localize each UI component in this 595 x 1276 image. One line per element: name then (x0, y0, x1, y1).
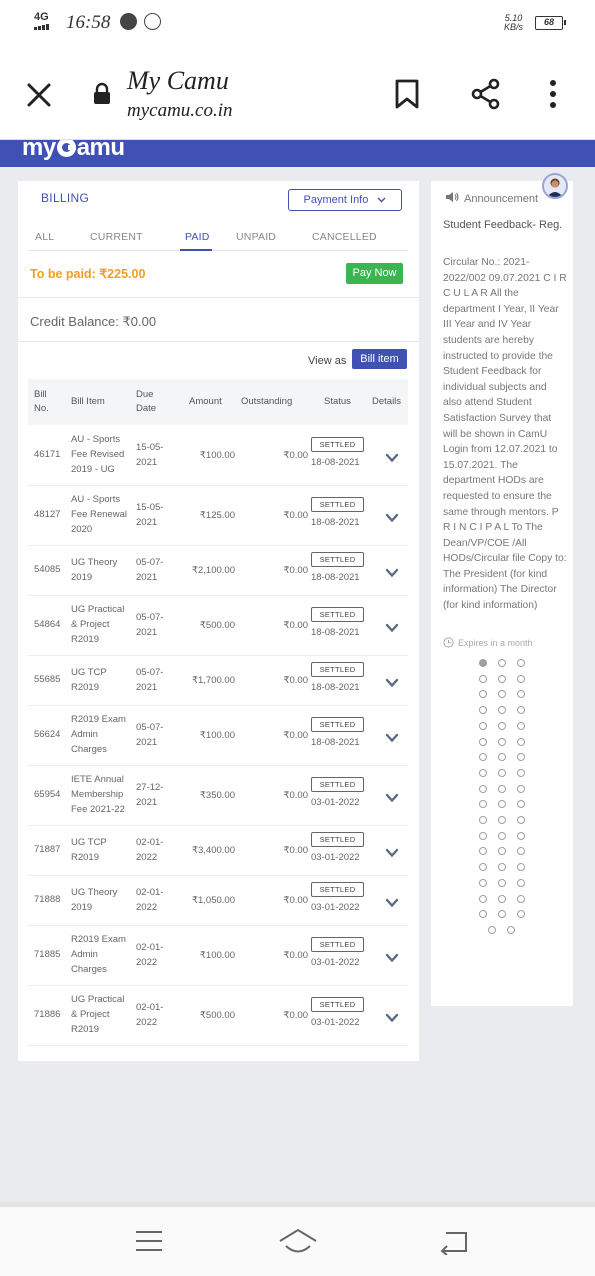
bill-item: UG Theory 2019 (71, 557, 118, 583)
pagination-dot[interactable] (517, 738, 525, 746)
outstanding: ₹0.00 (283, 730, 308, 741)
pagination-dot[interactable] (498, 785, 506, 793)
status-badge: SETTLED (311, 717, 364, 732)
chevron-down-icon (385, 1013, 399, 1023)
user-avatar-icon (544, 175, 566, 197)
close-icon (24, 80, 54, 110)
tab-all[interactable]: ALL (35, 231, 55, 243)
status-badge: SETTLED (311, 662, 364, 677)
bill-item: UG TCP R2019 (71, 667, 107, 693)
status-date: 18-08-2021 (311, 517, 360, 528)
due-date: 05-07-2021 (136, 667, 164, 693)
pagination-dot[interactable] (479, 753, 487, 761)
pagination-dot[interactable] (517, 675, 525, 683)
pagination-dot[interactable] (498, 690, 506, 698)
bill-number: 71888 (34, 894, 61, 905)
pagination-dot[interactable] (517, 800, 525, 808)
status-badge: SETTLED (311, 607, 364, 622)
pagination-dot[interactable] (479, 847, 487, 855)
status-badge: SETTLED (311, 552, 364, 567)
row-divider (28, 545, 408, 546)
pagination-dot[interactable] (507, 926, 515, 934)
expand-details-button[interactable] (385, 950, 399, 968)
menu-icon (134, 1229, 164, 1253)
bill-number: 56624 (34, 729, 61, 740)
status-date: 18-08-2021 (311, 627, 360, 638)
status-date: 18-08-2021 (311, 682, 360, 693)
expand-details-button[interactable] (385, 845, 399, 863)
camu-logo[interactable]: my amu (22, 140, 125, 161)
speaker-icon (445, 191, 459, 203)
expand-details-button[interactable] (385, 565, 399, 583)
status-time: 16:58 (66, 12, 111, 33)
pagination-dot[interactable] (517, 753, 525, 761)
pagination-dot[interactable] (479, 832, 487, 840)
status-badge: SETTLED (311, 497, 364, 512)
row-divider (28, 705, 408, 706)
announcement-expiry: Expires in a month (443, 637, 533, 648)
amount: ₹100.00 (199, 450, 235, 461)
bill-item-view-button[interactable]: Bill item (352, 349, 407, 369)
back-button[interactable] (438, 1229, 470, 1260)
pagination-dot[interactable] (517, 879, 525, 887)
bill-number: 48127 (34, 509, 61, 520)
outstanding: ₹0.00 (283, 790, 308, 801)
pagination-dot[interactable] (498, 879, 506, 887)
bill-number: 71886 (34, 1009, 61, 1020)
pagination-dot[interactable] (479, 738, 487, 746)
bill-item: UG TCP R2019 (71, 837, 107, 863)
signal-icon (34, 24, 56, 30)
due-date: 05-07-2021 (136, 612, 164, 638)
outstanding: ₹0.00 (283, 510, 308, 521)
pagination-dot[interactable] (479, 800, 487, 808)
pagination-dot[interactable] (479, 769, 487, 777)
column-header-bill-no: Bill No. (34, 389, 49, 414)
outstanding: ₹0.00 (283, 895, 308, 906)
due-date: 15-05-2021 (136, 442, 164, 468)
column-header-amount: Amount (189, 396, 222, 407)
outstanding: ₹0.00 (283, 450, 308, 461)
pagination-dot[interactable] (517, 706, 525, 714)
pagination-dot[interactable] (479, 675, 487, 683)
bill-number: 55685 (34, 674, 61, 685)
row-divider (28, 485, 408, 486)
announcement-header: Announcement (445, 191, 565, 205)
credit-balance: Credit Balance: ₹0.00 (30, 314, 157, 329)
amount: ₹100.00 (199, 950, 235, 961)
column-header-details: Details (372, 396, 402, 407)
due-date: 02-01-2022 (136, 837, 164, 863)
bill-number: 54085 (34, 564, 61, 575)
column-header-due-date: Due Date (136, 389, 157, 414)
column-header-bill-item: Bill Item (71, 396, 105, 407)
chevron-down-icon (385, 568, 399, 578)
browser-toolbar (0, 44, 595, 140)
expand-details-button[interactable] (385, 730, 399, 748)
page-url[interactable]: mycamu.co.in (127, 100, 233, 121)
amount: ₹1,700.00 (191, 675, 235, 686)
expand-details-button[interactable] (385, 790, 399, 808)
bill-number: 65954 (34, 789, 61, 800)
status-badge: SETTLED (311, 997, 364, 1012)
pagination-dot[interactable] (498, 863, 506, 871)
billing-title: BILLING (41, 191, 90, 205)
more-vertical-icon (548, 78, 558, 110)
amount: ₹3,400.00 (191, 845, 235, 856)
outstanding: ₹0.00 (283, 950, 308, 961)
chevron-down-icon (385, 513, 399, 523)
bill-item: AU - Sports Fee Renewal 2020 (71, 494, 127, 535)
expand-details-button[interactable] (385, 620, 399, 638)
bookmark-button[interactable] (394, 78, 420, 115)
chevron-down-icon (385, 678, 399, 688)
page-title: My Camu (127, 66, 229, 95)
row-divider (28, 985, 408, 986)
pagination-dot[interactable] (479, 722, 487, 730)
due-date: 02-01-2022 (136, 942, 164, 968)
pagination-dot[interactable] (498, 659, 506, 667)
bill-item: UG Practical & Project R2019 (71, 604, 125, 645)
share-icon (470, 78, 502, 110)
pagination-dot[interactable] (517, 722, 525, 730)
pagination-dot[interactable] (479, 863, 487, 871)
pagination-dot[interactable] (479, 895, 487, 903)
pagination-dot[interactable] (479, 910, 487, 918)
back-icon (438, 1229, 470, 1255)
outstanding: ₹0.00 (283, 1010, 308, 1021)
notification-icon (120, 13, 137, 30)
pagination-dot[interactable] (498, 800, 506, 808)
column-header-status: Status (324, 396, 351, 407)
pagination-dot[interactable] (498, 895, 506, 903)
status-badge: SETTLED (311, 437, 364, 452)
pagination-dot[interactable] (498, 769, 506, 777)
pagination-dot[interactable] (479, 706, 487, 714)
status-date: 03-01-2022 (311, 902, 360, 913)
row-divider (28, 655, 408, 656)
chevron-down-icon (385, 898, 399, 908)
bill-item: AU - Sports Fee Revised 2019 - UG (71, 434, 125, 475)
status-date: 03-01-2022 (311, 957, 360, 968)
whatsapp-icon (144, 13, 161, 30)
more-options-button[interactable] (548, 78, 558, 115)
chevron-down-icon (377, 197, 386, 203)
pagination-dot[interactable] (479, 879, 487, 887)
pagination-dot[interactable] (517, 895, 525, 903)
tab-unpaid[interactable]: UNPAID (236, 231, 277, 243)
menu-button[interactable] (134, 1229, 164, 1258)
due-date: 02-01-2022 (136, 887, 164, 913)
pagination-dot[interactable] (517, 690, 525, 698)
bill-number: 46171 (34, 449, 61, 460)
pagination-dot[interactable] (517, 832, 525, 840)
due-date: 15-05-2021 (136, 502, 164, 528)
pagination-dot[interactable] (498, 910, 506, 918)
row-divider (28, 765, 408, 766)
chevron-down-icon (385, 623, 399, 633)
status-date: 03-01-2022 (311, 797, 360, 808)
expand-details-button[interactable] (385, 510, 399, 528)
pagination-dot[interactable] (498, 753, 506, 761)
battery-indicator: 68 (535, 16, 563, 30)
network-speed: 5.10 KB/s (503, 13, 523, 32)
pagination-dot[interactable] (498, 832, 506, 840)
outstanding: ₹0.00 (283, 675, 308, 686)
announcement-panel (431, 181, 573, 1006)
amount: ₹500.00 (199, 620, 235, 631)
status-date: 03-01-2022 (311, 852, 360, 863)
pagination-dot[interactable] (517, 910, 525, 918)
expand-details-button[interactable] (385, 675, 399, 693)
status-badge: SETTLED (311, 777, 364, 792)
expand-details-button[interactable] (385, 450, 399, 468)
home-icon (278, 1227, 318, 1255)
bill-item: IETE Annual Membership Fee 2021-22 (71, 774, 125, 815)
amount: ₹2,100.00 (191, 565, 235, 576)
pagination-dot[interactable] (498, 738, 506, 746)
outstanding: ₹0.00 (283, 845, 308, 856)
due-date: 02-01-2022 (136, 1002, 164, 1028)
bill-item: R2019 Exam Admin Charges (71, 714, 126, 755)
row-divider (28, 875, 408, 876)
pagination-dot[interactable] (498, 706, 506, 714)
expand-details-button[interactable] (385, 1010, 399, 1028)
pagination-dot[interactable] (479, 659, 487, 667)
amount: ₹350.00 (199, 790, 235, 801)
row-divider (28, 1045, 408, 1046)
pagination-dot[interactable] (517, 863, 525, 871)
chevron-down-icon (385, 848, 399, 858)
status-date: 18-08-2021 (311, 737, 360, 748)
amount: ₹1,050.00 (191, 895, 235, 906)
row-divider (28, 595, 408, 596)
tab-current[interactable]: CURRENT (90, 231, 143, 243)
chevron-down-icon (385, 953, 399, 963)
pagination-dot[interactable] (479, 785, 487, 793)
amount-to-be-paid: To be paid: ₹225.00 (30, 267, 146, 281)
due-date: 05-07-2021 (136, 557, 164, 583)
status-bar (0, 0, 595, 44)
view-as-label: View as (308, 355, 347, 367)
outstanding: ₹0.00 (283, 565, 308, 576)
pagination-dot[interactable] (479, 690, 487, 698)
system-navigation-bar (0, 1202, 595, 1276)
active-tab-indicator (180, 249, 212, 251)
column-header-outstanding: Outstanding (241, 396, 293, 407)
tab-cancelled[interactable]: CANCELLED (312, 231, 377, 243)
pagination-dot[interactable] (517, 785, 525, 793)
share-button[interactable] (470, 78, 502, 115)
status-badge: SETTLED (311, 882, 364, 897)
avatar[interactable] (542, 173, 568, 199)
pagination-dot[interactable] (498, 675, 506, 683)
announcement-body: Circular No.: 2021-2022/002 09.07.2021 C I R C U L A R All the department I Year, II Year III Year and IV Year students are hereby instructed to provide the Student Feedback for individual subjects and also attend Student Satisfaction Survey that will be shown in CamU Login from 12.07.2021 to 15.07.2021. The department HODs are requested to ensure the same through mentors. P R I N C I P A L To The Dean/VP/COE /All HODs/Circular file Copy to: The President (for kind information) The Director (for kind information) (443, 257, 567, 612)
bookmark-icon (394, 78, 420, 110)
pagination-dot[interactable] (517, 816, 525, 824)
expand-details-button[interactable] (385, 895, 399, 913)
amount: ₹100.00 (199, 730, 235, 741)
network-indicator: 4G (34, 12, 56, 32)
status-badge: SETTLED (311, 937, 364, 952)
outstanding: ₹0.00 (283, 620, 308, 631)
announcement-title[interactable]: Student Feedback- Reg. (443, 219, 563, 231)
amount: ₹500.00 (199, 1010, 235, 1021)
pagination-dot[interactable] (498, 847, 506, 855)
billing-tabs (28, 225, 408, 251)
bill-number: 54864 (34, 619, 61, 630)
due-date: 27-12-2021 (136, 782, 164, 808)
status-date: 18-08-2021 (311, 572, 360, 583)
bill-item: UG Practical & Project R2019 (71, 994, 125, 1035)
due-date: 05-07-2021 (136, 722, 164, 748)
row-divider (28, 825, 408, 826)
amount: ₹125.00 (199, 510, 235, 521)
bill-item: UG Theory 2019 (71, 887, 118, 913)
page-content (0, 167, 595, 1202)
chevron-down-icon (385, 733, 399, 743)
bill-number: 71887 (34, 844, 61, 855)
table-header (28, 379, 408, 425)
status-date: 03-01-2022 (311, 1017, 360, 1028)
clock-icon (443, 637, 454, 648)
billing-card (18, 181, 419, 1061)
pay-now-button[interactable]: Pay Now (346, 263, 403, 284)
status-date: 18-08-2021 (311, 457, 360, 468)
tab-paid[interactable]: PAID (185, 231, 210, 243)
pagination-dot[interactable] (517, 769, 525, 777)
divider (18, 297, 419, 298)
chevron-down-icon (385, 453, 399, 463)
bill-number: 71885 (34, 949, 61, 960)
home-button[interactable] (278, 1227, 318, 1260)
pagination-dot[interactable] (498, 722, 506, 730)
bill-item: R2019 Exam Admin Charges (71, 934, 126, 975)
divider (18, 341, 419, 342)
payment-info-dropdown[interactable]: Payment Info (288, 189, 402, 211)
pagination-dot[interactable] (517, 659, 525, 667)
chevron-down-icon (385, 793, 399, 803)
pagination-dot[interactable] (488, 926, 496, 934)
pagination-dot[interactable] (479, 816, 487, 824)
close-button[interactable] (24, 80, 54, 115)
row-divider (28, 925, 408, 926)
lock-icon (92, 82, 112, 111)
pagination-dot[interactable] (498, 816, 506, 824)
site-header (0, 140, 595, 167)
status-badge: SETTLED (311, 832, 364, 847)
pagination-dot[interactable] (517, 847, 525, 855)
